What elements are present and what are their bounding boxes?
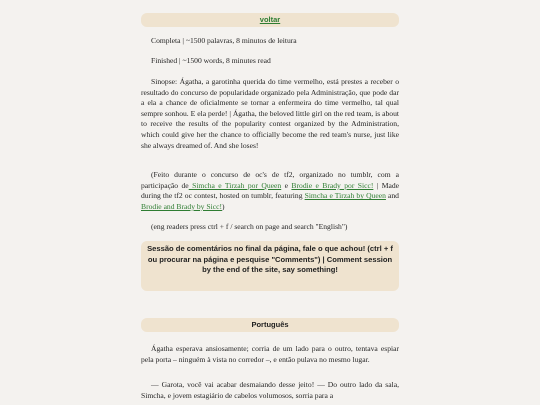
credits-part4: and [385,191,399,201]
meta-en-text: Finished | ~1500 words, 8 minutes read [151,56,271,65]
back-bar [141,13,399,27]
story-p2 [141,380,399,401]
link-simcha-tirzah-en[interactable]: Simcha e Tirzah by Queen [304,191,386,201]
synopsis-text [141,77,399,151]
story-p1-text: Ágatha esperava ansiosamente; corria de um lado para o outro, tentava espiar pela porta – ninguém à vista no corredor –, e então pulava no mesmo lugar. [141,344,399,364]
section-pt-label: Português [251,320,289,329]
eng-note [141,222,399,233]
meta-pt [141,36,399,47]
link-brodie-brady-pt[interactable]: Brodie e Brady por Sicc! [291,180,374,190]
synopsis [141,77,399,151]
meta-en [141,56,399,67]
comments-notice [141,241,399,291]
credits-text [141,170,399,212]
synopsis-prefix: Sinopse: [151,77,180,86]
meta-pt-text: Completa | ~1500 palavras, 8 minutos de leitura [151,36,297,45]
eng-note-text: (eng readers press ctrl + f / search on page and search "English") [151,222,348,231]
credits-part3: | Made during the tf2 oc contest, hosted on tumblr, featuring [141,180,399,201]
back-link[interactable]: voltar [259,15,281,24]
section-pt-header [141,318,399,332]
comments-notice-text: Sessão de comentários no final da página, fale o que achou! (ctrl + f ou procurar na página e pesquise "Comments") | Comment session by the end of the site, say something! [147,244,393,275]
credits-part1: (Feito durante o concurso de oc's de tf2, organizado no tumblr, com a participação de [141,170,399,190]
story-p2-text: — Garota, você vai acabar desmaiando desse jeito! — Do outro lado da sala, Simcha, e jovem estagiário de cabelos volumosos, sorria para a [141,380,399,400]
link-brodie-brady-en[interactable]: Brodie and Brady by Sicc! [141,201,222,211]
story-p1 [141,344,399,365]
credits-part2: e [281,180,292,190]
link-simcha-tirzah-pt[interactable]: Simcha e Tirzah por Queen [188,180,282,190]
credits [141,170,399,212]
synopsis-body: Ágatha, a garotinha querida do time vermelho, está prestes a receber o resultado do concurso de popularidade organizado pela Administração, que pode dar a ela a chance de oficialmente se tornar a enfermeira do time vermelho, tal qual sempre sonhou. E ela perde! | Ágatha, the beloved little girl on the red team, is about to receive the results of the popularity contest organized by the Administration, which could give her the chance to officially become the red team's nurse, just like she always dreamed of. And she loses! [141,77,399,150]
credits-part5: ) [221,201,225,211]
